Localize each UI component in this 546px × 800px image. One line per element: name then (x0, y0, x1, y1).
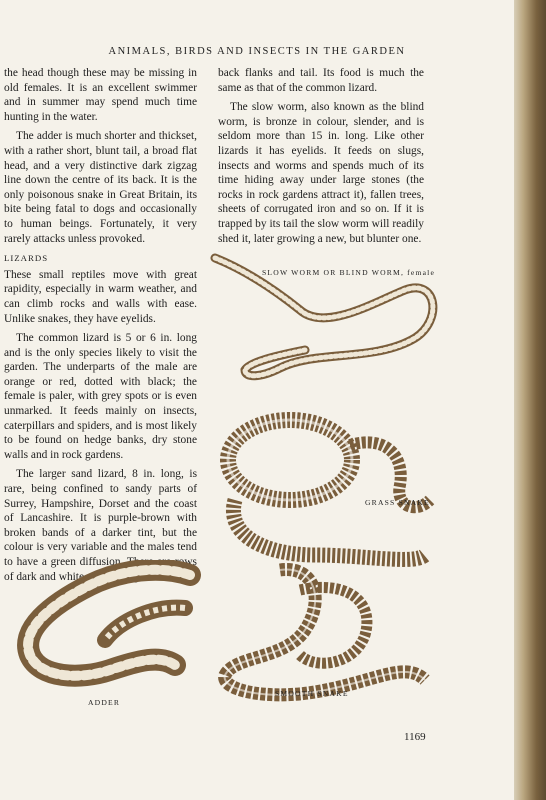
paragraph: The larger sand lizard, 8 in. long, is rare, being confined to sandy parts of Surrey, Hampshire, Dorset and the coast of Lancashire. It is purple-brown with broken bands of a darker tint, but the colour is very variable and the males tend to have a green diffusion. There are rows of dark and white spots along the (4, 468, 197, 583)
slow-worm-caption: SLOW WORM OR BLIND WORM, female (262, 268, 436, 277)
book-spine (514, 0, 546, 800)
adder-illustration (10, 560, 210, 690)
paragraph: The slow worm, also known as the blind worm, is bronze in colour, slender, and is seldom more than 15 in. long. Like other lizards it has eyelids. It feeds on slugs, insects and worms and spends much of its time hiding away under large stones (the rocks in rock gardens attract it), fallen trees, sheets of corrugated iron and so on. If it is trapped by its tail the slow worm will readily shed it, later growing a new, but blunter one. (218, 101, 424, 245)
grass-snake-caption: GRASS SNAKE (365, 498, 430, 507)
paragraph: back flanks and tail. Its food is much the same as that of the common lizard. (218, 67, 424, 94)
paragraph: The adder is much shorter and thickset, with a rather short, blunt tail, a broad flat head, and a very distinctive dark zigzag line down the centre of its back. It is the only poisonous snake in Great Britain, its bite being fatal to dogs and occasionally to human beings. Fortunately, it very rarely attacks unless provoked. (4, 130, 197, 245)
right-column (218, 66, 424, 251)
paragraph: the head though these may be missing in old females. It is an excellent swimmer and in summer may spend much time hunting in the water. (4, 67, 197, 123)
left-column (4, 66, 197, 589)
smooth-snake-illustration (205, 560, 445, 710)
page-number: 1169 (404, 731, 426, 743)
smooth-snake-caption: SMOOTH SNAKE (275, 689, 349, 698)
section-heading: LIZARDS (4, 253, 49, 264)
running-head: ANIMALS, BIRDS AND INSECTS IN THE GARDEN (108, 46, 406, 57)
paragraph: The common lizard is 5 or 6 in. long and is the only species likely to visit the garden. The underparts of the male are orange or red, dotted with black; the female is paler, with grey spots or is even unmarked. It feeds mainly on insects, caterpillars and spiders, and is most likely to be found on hedge banks, dry stone walls and in rock gardens. (4, 332, 197, 461)
paragraph: These small reptiles move with great rapidity, especially in warm weather, and can climb rocks and walls with ease. Unlike snakes, they have eyelids. (4, 268, 197, 325)
adder-caption: ADDER (88, 698, 121, 707)
grass-snake-illustration (215, 405, 445, 580)
